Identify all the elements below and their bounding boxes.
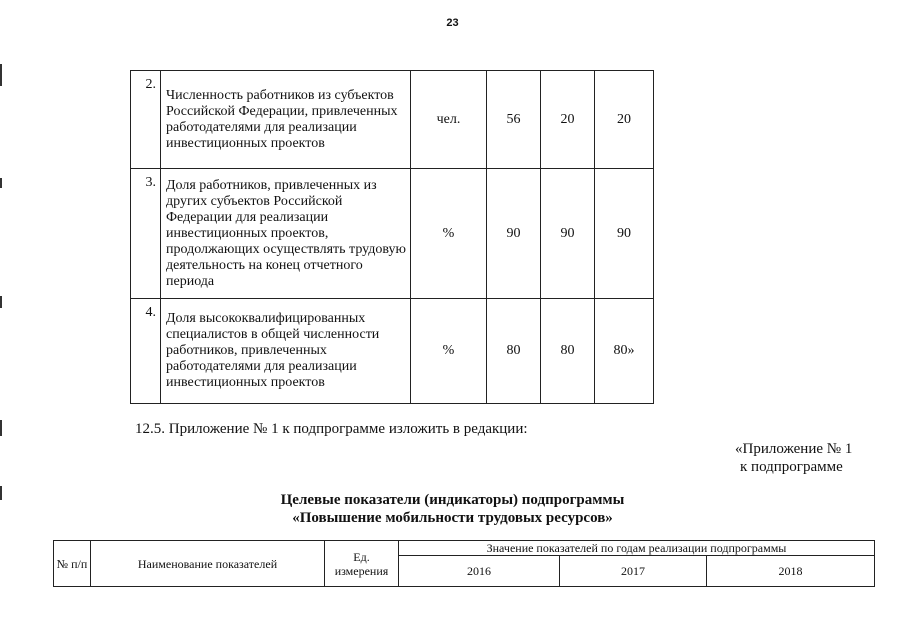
table-row [131,299,654,404]
value-cell: 80 [541,299,595,404]
row-number: 3. [131,169,161,299]
value-cell: 20 [595,71,654,169]
indicator-name: Доля высококвалифицированных специалистов в общей численности работников, привлеченных работодателями для реализации инвестиционных проектов [161,299,411,404]
value-cell: 80» [595,299,654,404]
column-header-name: Наименование показателей [91,541,325,587]
section-title-line: «Повышение мобильности трудовых ресурсов» [292,510,613,526]
value-cell: 90 [487,169,541,299]
indicator-unit: чел. [411,71,487,169]
column-header-group: Значение показателей по годам реализации подпрограммы [399,541,875,556]
indicator-name: Доля работников, привлеченных из других субъектов Российской Федерации для реализации инвестиционных проектов, продолжающих осуществлять трудовую деятельность на конец отчетного периода [161,169,411,299]
scan-edge-mark [0,178,2,188]
header-row [54,541,875,556]
value-cell: 20 [541,71,595,169]
column-header-number: № п/п [54,541,91,587]
page-number: 23 [446,17,459,29]
value-cell: 90 [595,169,654,299]
scan-edge-mark [0,296,2,308]
table-row [131,169,654,299]
section-title [0,491,905,527]
column-header-year: 2018 [707,556,875,587]
indicator-unit: % [411,299,487,404]
appendix-label-line: «Приложение № 1 [735,441,853,457]
column-header-unit: Ед. измерения [325,541,399,587]
table-row [131,71,654,169]
appendix-label [735,440,895,476]
column-header-year: 2016 [399,556,560,587]
indicators-table [130,70,654,404]
value-cell: 90 [541,169,595,299]
value-cell: 56 [487,71,541,169]
indicator-name: Численность работников из субъектов Российской Федерации, привлеченных работодателями для реализации инвестиционных проектов [161,71,411,169]
value-cell: 80 [487,299,541,404]
appendix-label-line: к подпрограмме [740,459,843,475]
column-header-year: 2017 [560,556,707,587]
amendment-paragraph: 12.5. Приложение № 1 к подпрограмме изложить в редакции: [135,421,528,437]
targets-header-table [53,540,875,587]
row-number: 4. [131,299,161,404]
scan-edge-mark [0,64,2,86]
indicator-unit: % [411,169,487,299]
section-title-line: Целевые показатели (индикаторы) подпрограммы [280,492,625,508]
row-number: 2. [131,71,161,169]
scan-edge-mark [0,420,2,436]
